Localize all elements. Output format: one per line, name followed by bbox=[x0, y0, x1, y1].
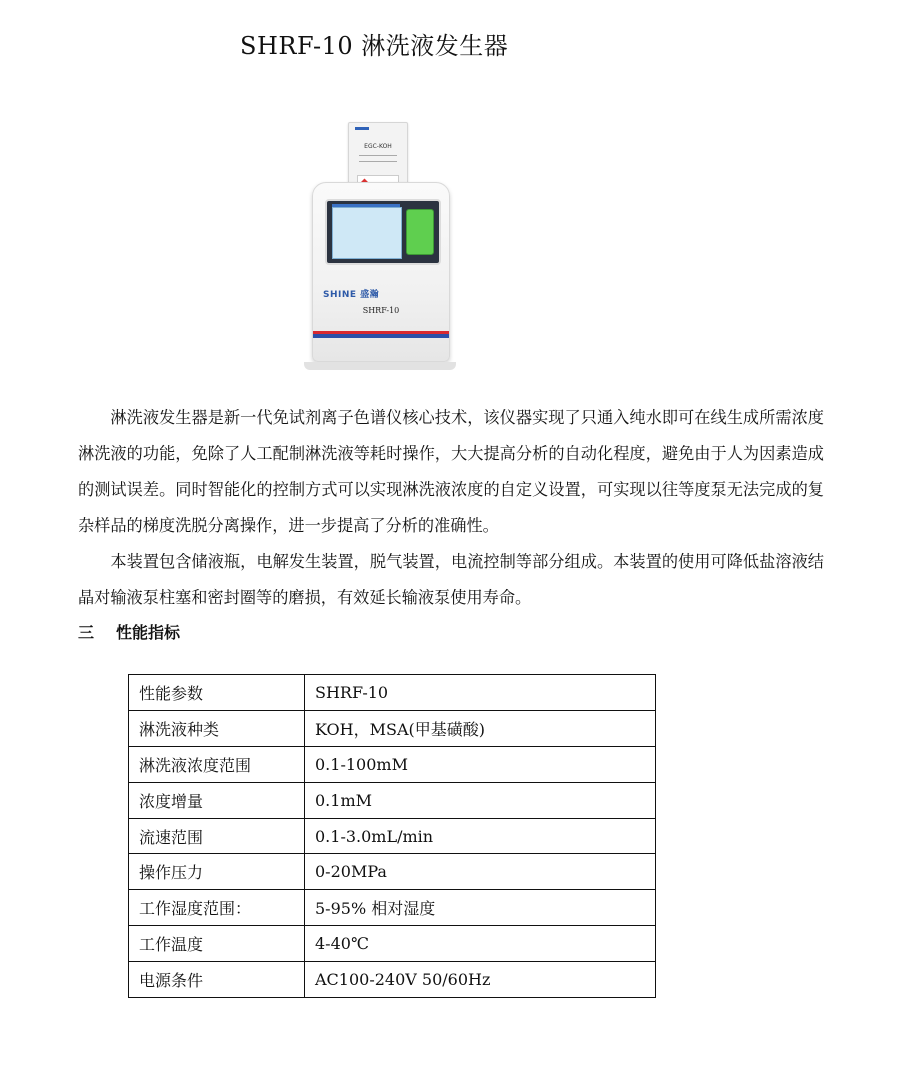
table-row bbox=[129, 782, 656, 818]
cartridge-line bbox=[359, 155, 397, 156]
spec-key: 性能参数 bbox=[129, 675, 305, 711]
screen-start-button-icon bbox=[406, 209, 434, 255]
spec-key: 工作湿度范围： bbox=[129, 890, 305, 926]
spec-key: 淋洗液种类 bbox=[129, 710, 305, 746]
cartridge-title: EGC-KOH bbox=[364, 143, 392, 150]
cartridge-logo bbox=[355, 127, 369, 130]
device-base bbox=[304, 362, 456, 370]
table-row bbox=[129, 890, 656, 926]
spec-value: SHRF-10 bbox=[305, 675, 656, 711]
spec-value: KOH，MSA(甲基磺酸) bbox=[305, 710, 656, 746]
table-row bbox=[129, 746, 656, 782]
spec-key: 电源条件 bbox=[129, 962, 305, 998]
spec-value: 0.1-100mM bbox=[305, 746, 656, 782]
spec-key: 淋洗液浓度范围 bbox=[129, 746, 305, 782]
section-number: 三 bbox=[78, 623, 95, 642]
spec-key: 操作压力 bbox=[129, 854, 305, 890]
spec-key: 浓度增量 bbox=[129, 782, 305, 818]
table-row bbox=[129, 818, 656, 854]
table-row bbox=[129, 675, 656, 711]
spec-table bbox=[128, 674, 656, 998]
table-row bbox=[129, 710, 656, 746]
page-title: SHRF-10 淋洗液发生器 bbox=[240, 32, 509, 60]
spec-value: AC100-240V 50/60Hz bbox=[305, 962, 656, 998]
spec-key: 流速范围 bbox=[129, 818, 305, 854]
table-row bbox=[129, 962, 656, 998]
composition-paragraph: 本装置包含储液瓶，电解发生装置，脱气装置，电流控制等部分组成。本装置的使用可降低盐溶液结晶对输液泵柱塞和密封圈等的磨损，有效延长输液泵使用寿命。 bbox=[78, 552, 824, 607]
device-body bbox=[312, 182, 450, 362]
brand-logo: SHINE 盛瀚 bbox=[323, 290, 380, 300]
spec-value: 5-95% 相对湿度 bbox=[305, 890, 656, 926]
table-row bbox=[129, 854, 656, 890]
spec-key: 工作温度 bbox=[129, 926, 305, 962]
cartridge-line bbox=[359, 161, 397, 162]
spec-value: 0.1-3.0mL/min bbox=[305, 818, 656, 854]
device-model-label: SHRF-10 bbox=[362, 306, 400, 315]
spec-value: 0.1mM bbox=[305, 782, 656, 818]
spec-value: 0-20MPa bbox=[305, 854, 656, 890]
section-heading bbox=[78, 620, 180, 643]
blue-stripe bbox=[313, 334, 449, 338]
screen-display bbox=[332, 207, 402, 259]
spec-value: 4-40℃ bbox=[305, 926, 656, 962]
section-title: 性能指标 bbox=[116, 623, 181, 642]
product-image bbox=[300, 110, 460, 372]
intro-paragraph: 淋洗液发生器是新一代免试剂离子色谱仪核心技术，该仪器实现了只通入纯水即可在线生成所需浓度淋洗液的功能，免除了人工配制淋洗液等耗时操作，大大提高分析的自动化程度，避免由于人为因素造成的测试误差。同时智能化的控制方式可以实现淋洗液浓度的自定义设置，可实现以往等度泵无法完成的复杂样品的梯度洗脱分离操作，进一步提高了分析的准确性。 bbox=[78, 408, 824, 535]
device-screen bbox=[325, 199, 441, 265]
table-row bbox=[129, 926, 656, 962]
